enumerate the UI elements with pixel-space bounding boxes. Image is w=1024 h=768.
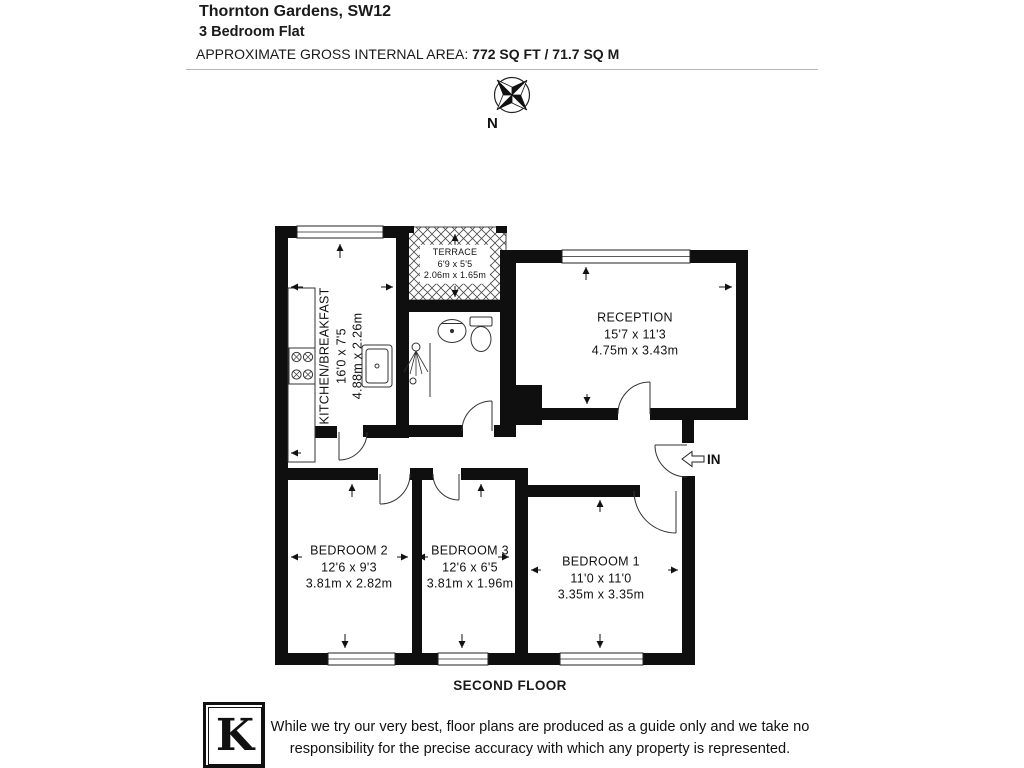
window: [560, 653, 643, 665]
disclaimer-line2: responsibility for the precise accuracy with which any property is represented.: [289, 741, 791, 757]
agency-logo: [203, 702, 265, 768]
room-label-bedroom3: [427, 542, 514, 592]
sink-icon: [362, 345, 392, 387]
room-name: KITCHEN/BREAKFAST: [317, 287, 332, 425]
room-imperial: 11'0 x 11'0: [570, 570, 632, 585]
door-arc: [433, 474, 459, 500]
room-metric: 3.81m x 1.96m: [426, 576, 514, 591]
room-imperial: 16'0 x 7'5: [333, 328, 348, 384]
door-arc: [618, 382, 650, 414]
washbasin-icon: [438, 320, 466, 343]
bathroom-fixtures: [404, 317, 492, 397]
room-name: BEDROOM 1: [562, 554, 640, 569]
area-prefix: APPROXIMATE GROSS INTERNAL AREA:: [196, 46, 473, 62]
toilet-icon: [470, 317, 492, 352]
room-label-kitchen: [316, 287, 366, 424]
area-value: 772 SQ FT / 71.7 SQ M: [472, 46, 620, 62]
room-metric: 4.75m x 3.43m: [591, 343, 679, 358]
disclaimer-line1: While we try our very best, floor plans are produced as a guide only and we take no: [270, 719, 810, 735]
room-metric: 4.88m x 2.26m: [350, 312, 365, 400]
entrance-marker: [682, 452, 721, 468]
compass-north-label: N: [487, 115, 498, 132]
compass-icon: [487, 78, 530, 133]
room-metric: 3.81m x 2.82m: [305, 576, 393, 591]
page-title: Thornton Gardens, SW12: [199, 3, 392, 20]
room-imperial: 6'9 x 5'5: [437, 258, 473, 269]
room-label-reception: [592, 309, 679, 359]
room-label-bedroom2: [306, 542, 393, 592]
door-arc: [380, 474, 410, 504]
floor-label: SECOND FLOOR: [453, 678, 567, 693]
room-name: TERRACE: [432, 246, 478, 257]
door-arc: [634, 491, 676, 533]
entrance-label: IN: [707, 452, 721, 467]
room-name: RECEPTION: [597, 310, 673, 325]
room-metric: 3.35m x 3.35m: [557, 587, 645, 602]
room-imperial: 12'6 x 6'5: [442, 559, 498, 574]
room-name: BEDROOM 3: [431, 543, 509, 558]
room-label-bedroom1: [558, 553, 645, 603]
room-metric: 2.06m x 1.65m: [423, 269, 487, 280]
page-subtitle: 3 Bedroom Flat: [199, 24, 305, 40]
entrance-door-arc: [655, 445, 687, 477]
window: [562, 250, 690, 263]
window: [328, 653, 395, 665]
room-imperial: 12'6 x 9'3: [321, 559, 377, 574]
door-arc: [462, 401, 492, 431]
room-name: BEDROOM 2: [310, 543, 388, 558]
room-label-terrace: [420, 245, 490, 284]
hob-icon: [289, 348, 315, 384]
window: [438, 653, 488, 665]
room-imperial: 15'7 x 11'3: [603, 326, 667, 341]
entrance-arrow-icon: [682, 452, 704, 467]
agency-logo-letter: K: [208, 707, 262, 765]
window: [297, 226, 383, 238]
disclaimer: [262, 716, 818, 760]
door-arc: [339, 432, 367, 460]
